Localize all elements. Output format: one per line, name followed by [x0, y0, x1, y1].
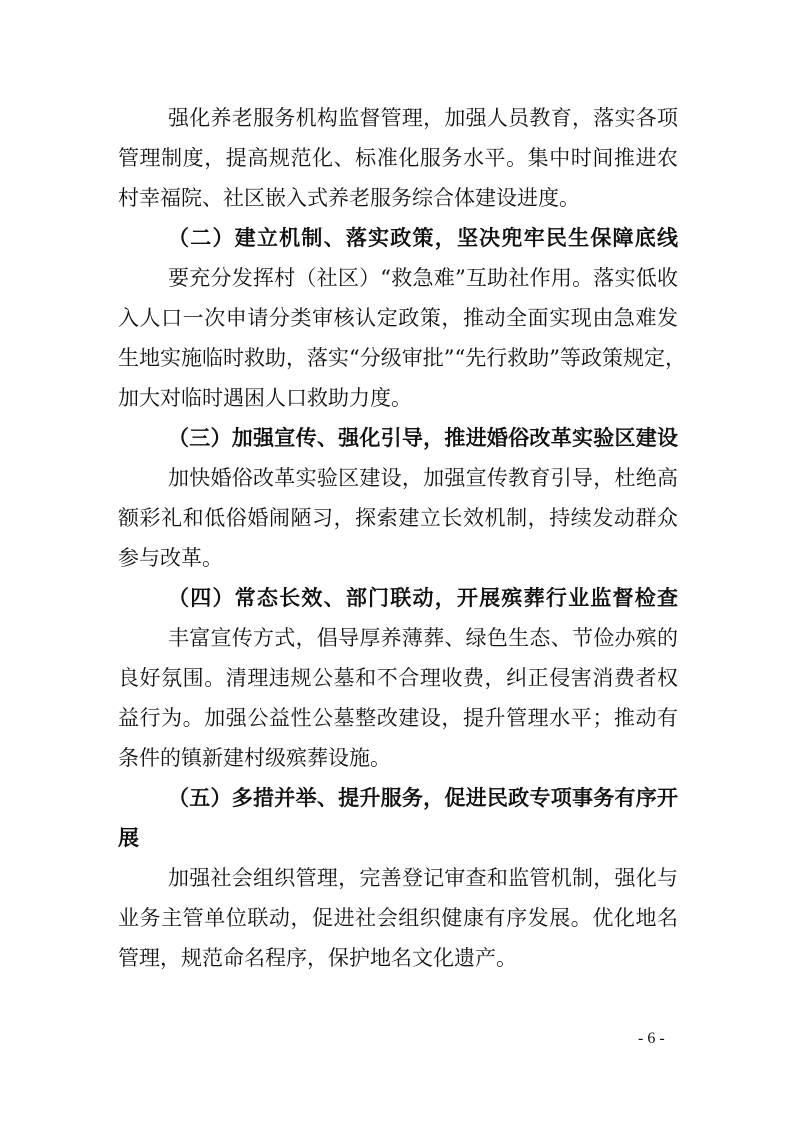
paragraph-line: 业务主管单位联动，促进社会组织健康有序发展。优化地名 — [118, 906, 678, 930]
section-heading: （三）加强宣传、强化引导，推进婚俗改革实验区建设 — [168, 425, 678, 450]
paragraph-line: 条件的镇新建村级殡葬设施。 — [118, 746, 391, 770]
paragraph-line: 良好氛围。清理违规公墓和不合理收费，纠正侵害消费者权 — [118, 666, 678, 690]
paragraph-line: 参与改革。 — [118, 546, 223, 570]
section-heading: （五）多措并举、提升服务，促进民政专项事务有序开 — [168, 785, 678, 810]
paragraph-line: 强化养老服务机构监督管理，加强人员教育，落实各项 — [168, 106, 678, 130]
paragraph-line: 管理，规范命名程序，保护地名文化遗产。 — [118, 946, 517, 970]
paragraph-line: 丰富宣传方式，倡导厚养薄葬、绿色生态、节俭办殡的 — [168, 626, 678, 650]
paragraph-line: 加大对临时遇困人口救助力度。 — [118, 386, 412, 410]
paragraph-line: 益行为。加强公益性公墓整改建设，提升管理水平；推动有 — [118, 706, 678, 730]
paragraph-line: 额彩礼和低俗婚闹陋习，探索建立长效机制，持续发动群众 — [118, 506, 678, 530]
paragraph-line: 管理制度，提高规范化、标准化服务水平。集中时间推进农 — [118, 146, 678, 170]
paragraph-line: 加快婚俗改革实验区建设，加强宣传教育引导，杜绝高 — [168, 466, 678, 490]
section-heading-continuation: 展 — [118, 825, 139, 850]
paragraph-line: 生地实施临时救助，落实“分级审批”“先行救助”等政策规定， — [118, 346, 686, 370]
section-heading: （四）常态长效、部门联动，开展殡葬行业监督检查 — [168, 585, 678, 610]
page-number: - 6 - — [638, 1030, 665, 1047]
paragraph-line: 入人口一次申请分类审核认定政策，推动全面实现由急难发 — [118, 306, 678, 330]
section-heading: （二）建立机制、落实政策，坚决兜牢民生保障底线 — [168, 225, 678, 250]
paragraph-line: 加强社会组织管理，完善登记审查和监管机制，强化与 — [168, 866, 678, 890]
paragraph-line: 村幸福院、社区嵌入式养老服务综合体建设进度。 — [118, 186, 580, 210]
paragraph-line: 要充分发挥村（社区）“救急难”互助社作用。落实低收 — [168, 266, 678, 290]
